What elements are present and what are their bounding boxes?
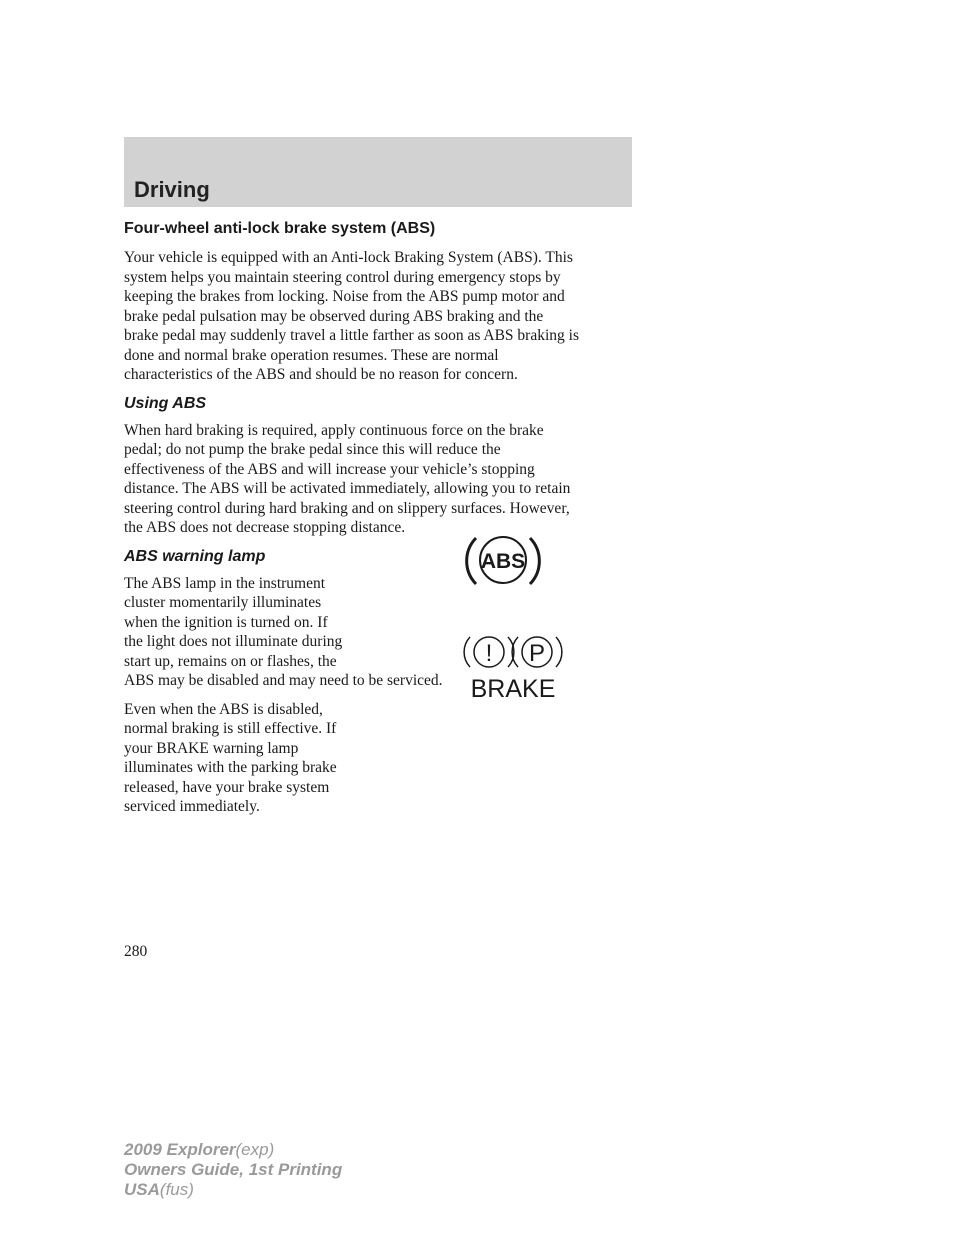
abs-paragraph: Your vehicle is equipped with an Anti-lock Braking System (ABS). This system helps you maintain steering control during emergency stops by keeping the brakes from locking. Noise from the ABS pump motor and brake pedal pulsation may be observed during ABS braking and the brake pedal may suddenly travel a little farther as soon as ABS braking is done and normal brake operation resumes. These are normal characteristics of the ABS and should be no reason for concern. [124,249,579,383]
abs-warning-lamp-heading: ABS warning lamp [124,547,266,565]
brake-exclamation-glyph: ! [485,640,493,667]
page-content [124,219,644,826]
footer-market-code: (fus) [159,1180,194,1199]
brake-warning-icon [462,632,566,702]
footer-line-3 [124,1180,342,1200]
footer-model: 2009 Explorer [124,1140,236,1159]
section-header [124,137,632,207]
page-number: 280 [124,943,148,960]
abs-warning-icon [462,529,544,593]
footer-line-2: Owners Guide, 1st Printing [124,1160,343,1179]
section-title: Driving [134,177,210,202]
brake-p-glyph: P [528,640,546,667]
abs-icon-label: ABS [480,550,526,573]
print-footer [124,1140,342,1200]
abs-warning-lamp-paragraph: The ABS lamp in the instrument cluster momentarily illuminates when the ignition is turned on. If the light does not illuminate during start up, remains on or flashes, the ABS may be disabled and may need to be serviced. [124,574,443,689]
footer-market: USA [124,1180,160,1199]
footer-line-1 [124,1140,342,1160]
footer-model-code: (exp) [235,1140,275,1159]
brake-icon-label: BRAKE [470,675,556,702]
using-abs-heading: Using ABS [124,394,207,412]
using-abs-paragraph: When hard braking is required, apply continuous force on the brake pedal; do not pump the brake pedal since this will reduce the effectiveness of the ABS and will increase your vehicle’s stopping distance. The ABS will be activated immediately, allowing you to retain steering control during hard braking and on slippery surfaces. However, the ABS does not decrease stopping distance. [124,421,571,536]
abs-heading: Four-wheel anti-lock brake system (ABS) [124,220,436,237]
brake-warning-paragraph: Even when the ABS is disabled, normal braking is still effective. If your BRAKE warning lamp illuminates with the parking brake released, have your brake system serviced immediately. [124,700,337,815]
